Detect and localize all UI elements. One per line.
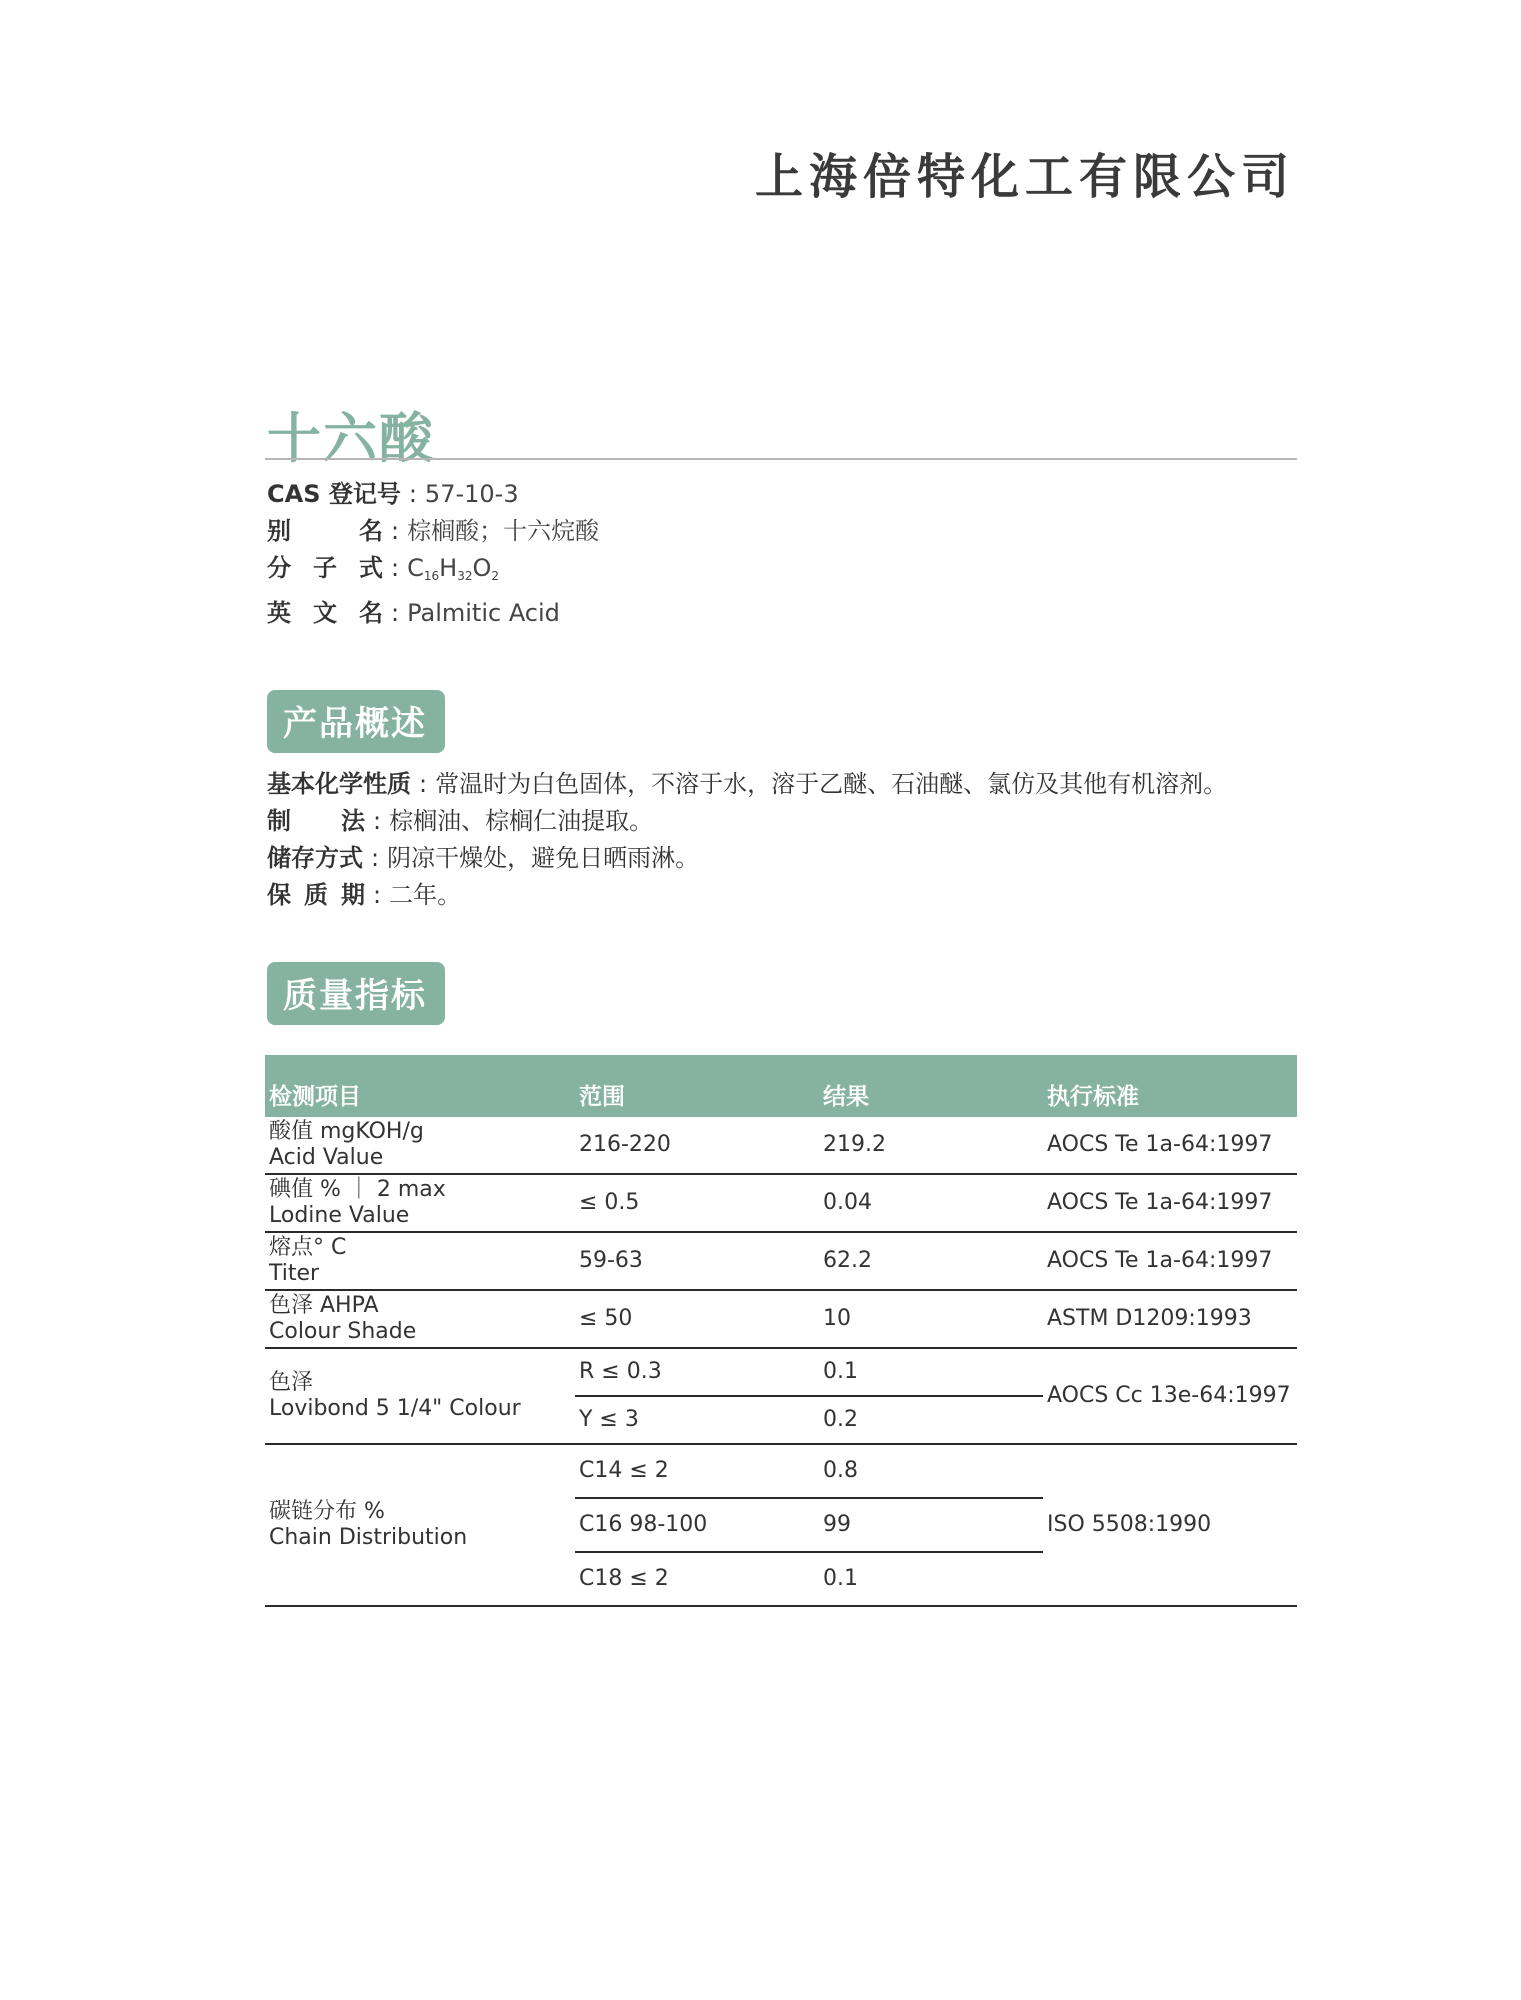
overview-row: 储存方式 : 阴凉干燥处，避免日晒雨淋。 <box>267 844 700 872</box>
quality-heading: 质量指标 <box>267 962 445 1025</box>
overview-row: 基本化学性质 : 常温时为白色固体，不溶于水，溶于乙醚、石油醚、氯仿及其他有机溶剂。 <box>267 770 1228 798</box>
table-row: 色泽 Lovibond 5 1/4" Colour R ≤ 0.3 0.1 AOCS Cc 13e-64:1997 <box>265 1348 1297 1396</box>
info-label: CAS 登记号 <box>267 480 401 508</box>
overview-heading: 产品概述 <box>267 690 445 753</box>
info-label: 别名 <box>267 517 383 545</box>
table-row: C16 98-100 99 <box>265 1498 1297 1552</box>
col-header-standard: 执行标准 <box>1043 1055 1297 1117</box>
table-row: C18 ≤ 2 0.1 <box>265 1552 1297 1606</box>
table-row: 熔点° C Titer 59-63 62.2 AOCS Te 1a-64:1997 <box>265 1232 1297 1290</box>
info-value: Palmitic Acid <box>407 599 560 627</box>
company-name: 上海倍特化工有限公司 <box>754 149 1295 205</box>
overview-row: 保质期 : 二年。 <box>267 881 462 909</box>
overview-block <box>267 766 1227 914</box>
info-row-formula: 分子式 : $C_{16}H_{32}O_2$ <box>267 550 599 595</box>
quality-table <box>265 1055 1297 1607</box>
info-row-english: 英文名 : Palmitic Acid <box>267 595 599 632</box>
table-header-row <box>265 1055 1297 1117</box>
overview-row: 制法 : 棕榈油、棕榈仁油提取。 <box>267 807 654 835</box>
table-row: 碘值 % ｜ 2 max Lodine Value ≤ 0.5 0.04 AOCS Te 1a-64:1997 <box>265 1174 1297 1232</box>
col-header-range: 范围 <box>575 1055 819 1117</box>
info-label: 英文名 <box>267 599 383 627</box>
col-header-item: 检测项目 <box>265 1055 575 1117</box>
table-row: Y ≤ 3 0.2 <box>265 1396 1297 1444</box>
table-row: 酸值 mgKOH/g Acid Value 216-220 219.2 AOCS Te 1a-64:1997 <box>265 1117 1297 1174</box>
table-row: 碳链分布 % Chain Distribution C14 ≤ 2 0.8 ISO 5508:1990 <box>265 1444 1297 1498</box>
title-divider <box>265 458 1297 460</box>
info-row-alias: 别名 : 棕榈酸；十六烷酸 <box>267 513 599 550</box>
molecular-formula: $C_{16}H_{32}O_2$ <box>407 554 499 583</box>
info-value: 57-10-3 <box>424 480 519 508</box>
info-row-cas: CAS 登记号 : 57-10-3 <box>267 476 599 513</box>
product-info <box>267 476 599 632</box>
table-row: 色泽 AHPA Colour Shade ≤ 50 10 ASTM D1209:1993 <box>265 1290 1297 1348</box>
info-value: 棕榈酸；十六烷酸 <box>407 517 600 545</box>
product-title: 十六酸 <box>267 407 435 470</box>
info-label: 分子式 <box>267 554 383 582</box>
col-header-result: 结果 <box>819 1055 1043 1117</box>
